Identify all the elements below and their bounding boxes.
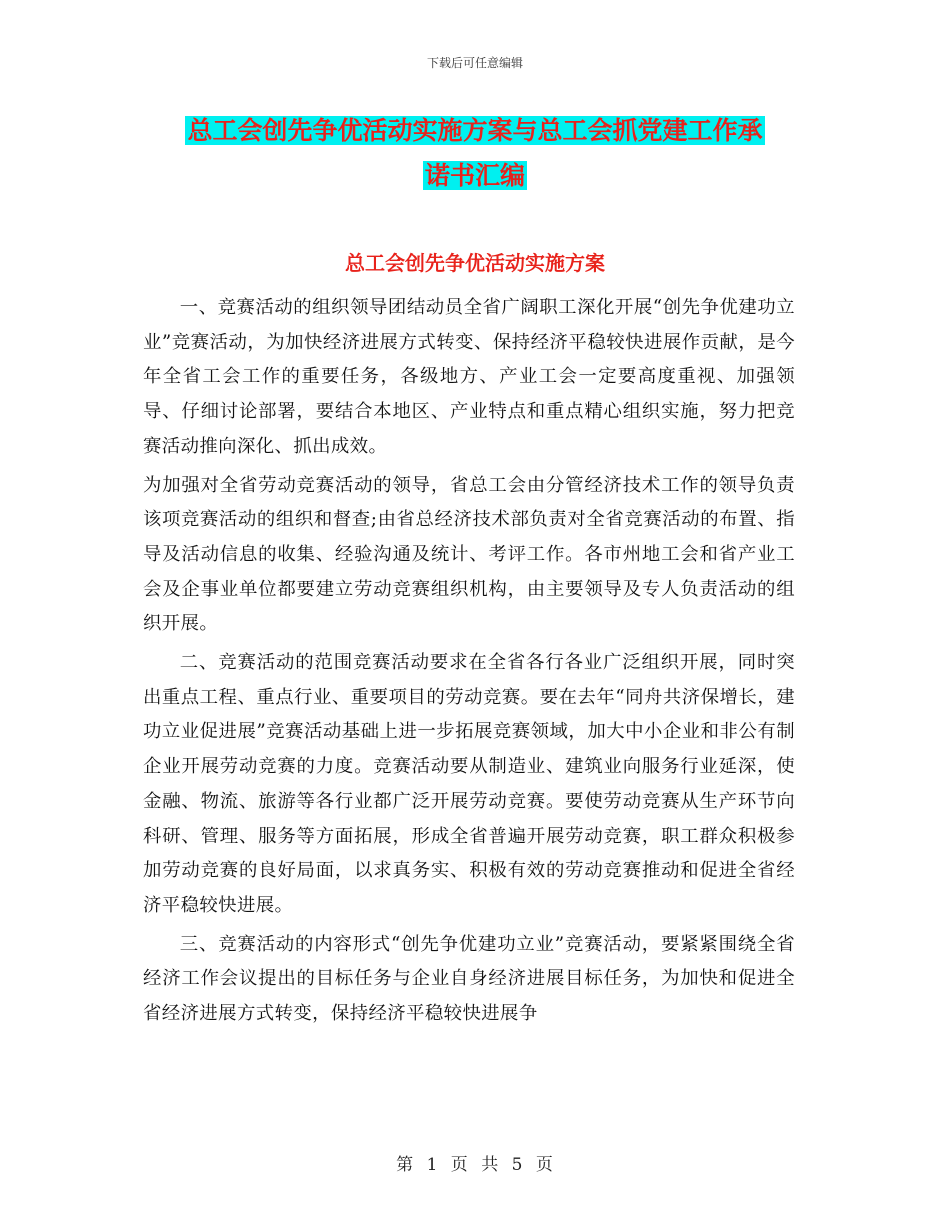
page-footer [0,1150,950,1175]
page-label-mid2: 共 [481,1155,500,1175]
paragraph-3: 二、竞赛活动的范围竞赛活动要求在全省各行各业广泛组织开展，同时突出重点工程、重点行业、重要项目的劳动竞赛。要在去年“同舟共济保增长，建功立业促进展”竞赛活动基础上进一步拓展竞赛领域，加大中小企业和非公有制企业开展劳动竞赛的力度。竞赛活动要从制造业、建筑业向服务行业延深，使金融、物流、旅游等各行业都广泛开展劳动竞赛。要使劳动竞赛从生产环节向科研、管理、服务等方面拓展，形成全省普遍开展劳动竞赛，职工群众积极参加劳动竞赛的良好局面，以求真务实、积极有效的劳动竞赛推动和促进全省经济平稳较快进展。 [143,652,795,916]
paragraph-1: 一、竞赛活动的组织领导团结动员全省广阔职工深化开展“创先争优建功立业”竞赛活动，为加快经济进展方式转变、保持经济平稳较快进展作贡献，是今年全省工会工作的重要任务，各级地方、产业工会一定要高度重视、加强领导、仔细讨论部署，要结合本地区、产业特点和重点精心组织实施，努力把竞赛活动推向深化、抓出成效。 [143,297,795,457]
page-total: 5 [511,1155,524,1175]
page-label-mid1: 页 [450,1155,469,1175]
header-note: 下载后可任意编辑 [426,56,523,70]
document-title [0,108,950,198]
paragraph-4: 三、竞赛活动的内容形式“创先争优建功立业”竞赛活动，要紧紧围绕全省经济工作会议提出的目标任务与企业自身经济进展目标任务，为加快和促进全省经济进展方式转变，保持经济平稳较快进展争 [143,933,795,1025]
document-title-line1: 总工会创先争优活动实施方案与总工会抓党建工作承 [187,116,763,145]
page-label-suffix: 页 [535,1155,554,1175]
paragraph-2: 为加强对全省劳动竞赛活动的领导，省总工会由分管经济技术工作的领导负责该项竞赛活动的组织和督查;由省总经济技术部负责对全省竞赛活动的布置、指导及活动信息的收集、经验沟通及统计、考评工作。各市州地工会和省产业工会及企事业单位都要建立劳动竞赛组织机构，由主要领导及专人负责活动的组织开展。 [143,474,795,635]
page-label-prefix: 第 [396,1155,415,1175]
document-title-line2: 诺书汇编 [424,161,525,190]
section-title: 总工会创先争优活动实施方案 [345,251,605,275]
document-body [143,291,795,1036]
page-current: 1 [426,1155,439,1175]
